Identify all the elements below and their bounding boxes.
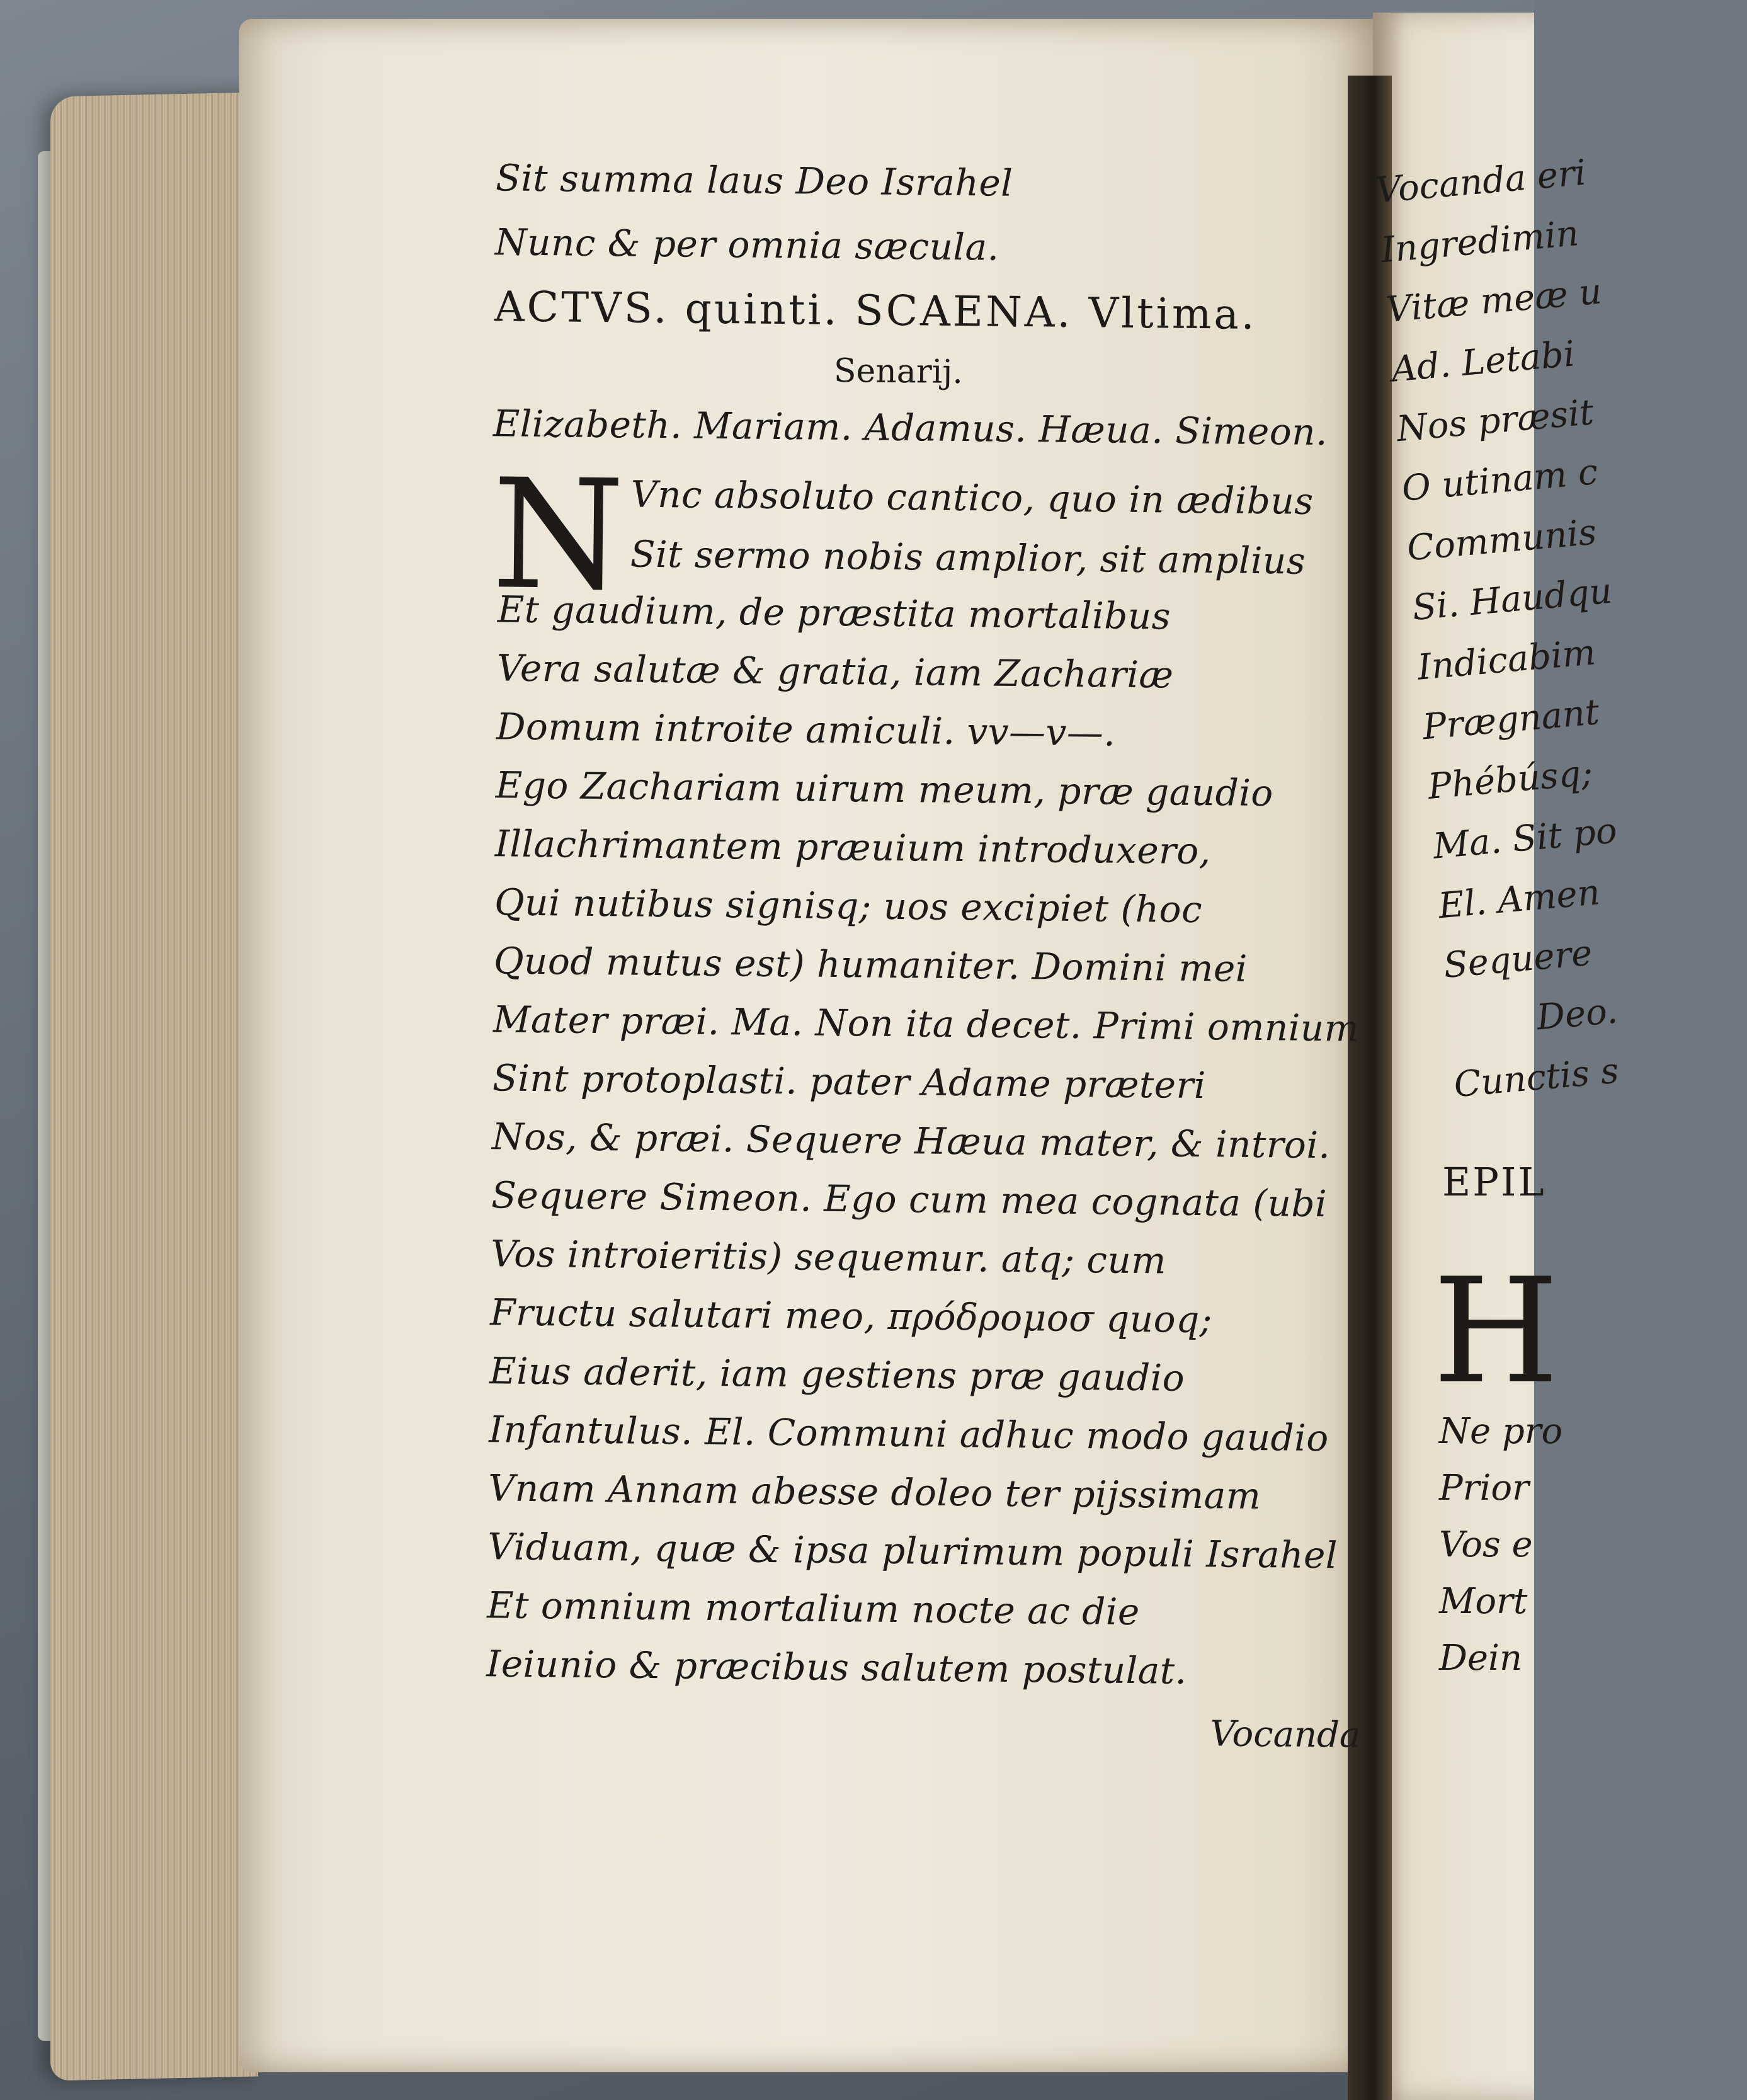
- verse-line: Sequere Simeon. Ego cum mea cognata (ubi: [491, 1173, 1328, 1226]
- right-page-line: Ingredimin: [1379, 213, 1581, 271]
- verse-line: Mater præi. Ma. Non ita decet. Primi omnium: [492, 998, 1360, 1050]
- right-page-line: Communis: [1405, 511, 1598, 569]
- right-page-line: Deo.: [1535, 990, 1620, 1039]
- opening-line-1: Sit summa laus Deo Israhel: [495, 156, 1013, 205]
- verse-line: Qui nutibus signisq; uos excipiet (hoc: [494, 881, 1203, 932]
- first-line-2: Sit sermo nobis amplior, sit amplius: [630, 532, 1306, 583]
- right-page-line: Vocanda eri: [1374, 152, 1588, 212]
- verse-line: Sint protoplasti. pater Adame præteri: [492, 1056, 1207, 1107]
- right-page-line: Ne pro: [1439, 1411, 1563, 1452]
- speaker-list: Elizabeth. Mariam. Adamus. Hæua. Simeon.: [492, 402, 1328, 454]
- right-page-heading: EPIL: [1442, 1159, 1546, 1205]
- right-page-line: Prior: [1439, 1468, 1529, 1509]
- verse-line: Nos, & præi. Sequere Hæua mater, & introi.: [491, 1115, 1331, 1167]
- verse-line: Et gaudium, de præstita mortalibus: [497, 588, 1171, 638]
- verse-line: Vera salutæ & gratia, iam Zachariæ: [496, 646, 1174, 697]
- right-page-line: Dein: [1439, 1638, 1523, 1679]
- right-page-line: Prægnant: [1421, 692, 1601, 748]
- first-line-1: Vnc absoluto cantico, quo in ædibus: [630, 472, 1314, 523]
- right-page-drop-cap: H: [1433, 1248, 1559, 1416]
- drop-cap: N: [491, 446, 625, 624]
- right-page-line: Nos præsit: [1395, 392, 1596, 450]
- right-page-line: Mort: [1439, 1581, 1528, 1622]
- right-page-line: Cunctis s: [1452, 1050, 1620, 1106]
- verse-line: Ego Zachariam uirum meum, præ gaudio: [495, 763, 1274, 815]
- scene-heading: ACTVS. quinti. SCAENA. Vltima.: [494, 282, 1258, 339]
- right-page-line: Si. Haudqu: [1410, 570, 1614, 629]
- verse-line: Ieiunio & præcibus salutem postulat.: [486, 1642, 1187, 1692]
- right-page-line: Sequere: [1442, 932, 1594, 986]
- verse-line: Quod mutus est) humaniter. Domini mei: [493, 939, 1248, 990]
- right-page-line: Vos e: [1439, 1524, 1533, 1565]
- verse-line: Et omnium mortalium nocte ac die: [487, 1584, 1141, 1634]
- meter-label: Senarij.: [833, 351, 964, 392]
- verse-line: Viduam, quæ & ipsa plurimum populi Israhel: [487, 1525, 1338, 1577]
- verse-line: Domum introite amiculi. vv—v—.: [496, 705, 1116, 755]
- opening-line-2: Nunc & per omnia sæcula.: [494, 220, 999, 269]
- right-page-line: Ma. Sit po: [1431, 810, 1619, 867]
- verse-line: Fructu salutari meo, πρόδρομοσ quoq;: [489, 1291, 1213, 1342]
- right-page-line: Ad. Letabi: [1389, 333, 1577, 391]
- right-page-line: Phébúsq;: [1426, 752, 1595, 808]
- right-page-line: Indicabim: [1416, 632, 1598, 688]
- right-page-line: O utinam c: [1400, 451, 1600, 510]
- right-page-line: Vitæ meæ u: [1384, 271, 1603, 331]
- verse-line: Eius aderit, iam gestiens præ gaudio: [489, 1349, 1185, 1400]
- right-page-line: El. Amen: [1437, 872, 1602, 927]
- verse-line: Vos introieritis) sequemur. atq; cum: [490, 1232, 1167, 1282]
- verse-line: Illachrimantem præuium introduxero,: [494, 822, 1212, 873]
- catchword: Vocanda: [1209, 1713, 1361, 1756]
- verse-line: Infantulus. El. Communi adhuc modo gaudio: [488, 1408, 1329, 1460]
- verse-line: Vnam Annam abesse doleo ter pijssimam: [487, 1466, 1261, 1518]
